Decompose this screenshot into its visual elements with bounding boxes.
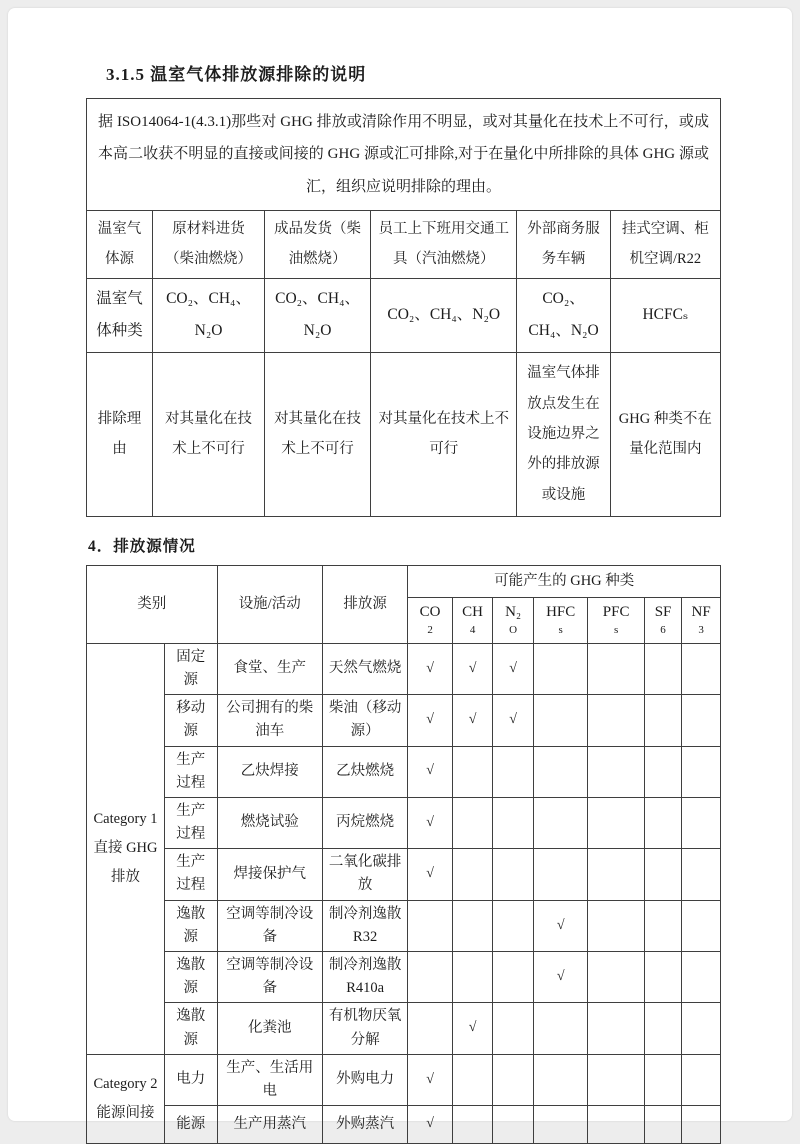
table-row <box>87 849 721 900</box>
check-pfcs <box>588 797 644 848</box>
gas-symbol: CH <box>462 604 483 621</box>
ghg-exclusion-table <box>86 98 721 517</box>
check-pfcs <box>588 1003 644 1054</box>
source-cell: 外购电力 <box>322 1054 408 1105</box>
gas-symbol: PFC <box>602 604 630 621</box>
check-sf6 <box>644 695 681 746</box>
section-heading-4: 4．排放源情况 <box>88 537 196 555</box>
section-heading-3-1-5: 3.1.5 温室气体排放源排除的说明 <box>106 65 367 84</box>
table-row <box>87 210 721 278</box>
table-row <box>87 952 721 1003</box>
check-co2 <box>408 952 452 1003</box>
facility-cell: 食堂、生产 <box>217 643 322 694</box>
check-sf6 <box>644 746 681 797</box>
col-header-ch4 <box>452 597 493 643</box>
document-page <box>8 8 792 1133</box>
col-header-co2 <box>408 597 452 643</box>
gas-subscript: 2 <box>427 623 433 636</box>
source-cell: 天然气燃烧 <box>322 643 408 694</box>
ghg-species-cell: CO₂、CH₄、N₂O <box>152 278 264 352</box>
ghg-source-cell: 员工上下班用交通工具（汽油燃烧） <box>371 210 517 278</box>
source-cell: 二氧化碳排放 <box>322 849 408 900</box>
check-ch4 <box>452 900 493 951</box>
ghg-species-cell: CO₂、CH₄、N₂O <box>265 278 371 352</box>
check-pfcs <box>588 695 644 746</box>
category-1-cell: Category 1 直接 GHG 排放 <box>87 643 165 1054</box>
check-sf6 <box>644 797 681 848</box>
check-n2o <box>493 900 534 951</box>
check-n2o <box>493 1106 534 1144</box>
check-ch4 <box>452 797 493 848</box>
source-cell: 丙烷燃烧 <box>322 797 408 848</box>
check-hfcs <box>533 1106 588 1144</box>
facility-cell: 空调等制冷设备 <box>217 952 322 1003</box>
check-hfcs <box>533 1054 588 1105</box>
check-hfcs <box>533 746 588 797</box>
col-header-source: 排放源 <box>322 565 408 643</box>
subtype-cell: 逸散源 <box>164 900 217 951</box>
exclusion-reason-cell: 温室气体排放点发生在设施边界之外的排放源或设施 <box>517 352 610 516</box>
gas-subscript: O <box>509 623 518 636</box>
col-header-n2o <box>493 597 534 643</box>
check-n2o <box>493 746 534 797</box>
category-2-cell: Category 2 能源间接 <box>87 1054 165 1143</box>
ghg-species-cell: CO₂、CH₄、N₂O <box>371 278 517 352</box>
check-sf6 <box>644 900 681 951</box>
source-cell: 制冷剂逸散 R32 <box>322 900 408 951</box>
gas-symbol: HFC <box>546 604 576 621</box>
check-nf3 <box>682 1054 721 1105</box>
table-row <box>87 643 721 694</box>
check-nf3 <box>682 643 721 694</box>
check-nf3 <box>682 746 721 797</box>
gas-subscript: s <box>613 623 619 636</box>
page-content <box>8 8 792 1144</box>
check-sf6 <box>644 643 681 694</box>
table-row <box>87 797 721 848</box>
facility-cell: 空调等制冷设备 <box>217 900 322 951</box>
exclusion-reason-cell: GHG 种类不在量化范围内 <box>610 352 720 516</box>
check-n2o: √ <box>493 695 534 746</box>
check-sf6 <box>644 952 681 1003</box>
check-n2o: √ <box>493 643 534 694</box>
ghg-source-cell: 成品发货（柴油燃烧） <box>265 210 371 278</box>
check-hfcs <box>533 849 588 900</box>
check-ch4 <box>452 1106 493 1144</box>
subtype-cell: 生产过程 <box>164 849 217 900</box>
check-co2 <box>408 900 452 951</box>
table-row <box>87 99 721 211</box>
table-row <box>87 695 721 746</box>
row-label-ghg-species: 温室气体种类 <box>87 278 153 352</box>
check-hfcs <box>533 1003 588 1054</box>
check-co2 <box>408 1003 452 1054</box>
check-nf3 <box>682 695 721 746</box>
row-label-ghg-source: 温室气体源 <box>87 210 153 278</box>
subtype-cell: 逸散源 <box>164 1003 217 1054</box>
ghg-species-cell: HCFCₛ <box>610 278 720 352</box>
check-sf6 <box>644 1106 681 1144</box>
check-sf6 <box>644 1054 681 1105</box>
check-nf3 <box>682 849 721 900</box>
check-ch4 <box>452 952 493 1003</box>
row-label-exclusion-reason: 排除理由 <box>87 352 153 516</box>
source-cell: 有机物厌氧分解 <box>322 1003 408 1054</box>
gas-subscript: 4 <box>469 623 476 636</box>
emission-source-table <box>86 565 721 1144</box>
exclusion-reason-cell: 对其量化在技术上不可行 <box>371 352 517 516</box>
check-ch4: √ <box>452 695 493 746</box>
source-cell: 柴油（移动源） <box>322 695 408 746</box>
exclusion-reason-cell: 对其量化在技术上不可行 <box>265 352 371 516</box>
facility-cell: 生产、生活用电 <box>217 1054 322 1105</box>
exclusion-intro-text: 据 ISO14064-1(4.3.1)那些对 GHG 排放或清除作用不明显，或对其量化在技术上不可行，或成本高二收获不明显的直接或间接的 GHG 源或汇可排除,对于在量化中所排除的具体 GHG 源或汇，组织应说明排除的理由。 <box>87 99 721 211</box>
facility-cell: 公司拥有的柴油车 <box>217 695 322 746</box>
col-header-sf6 <box>644 597 681 643</box>
facility-cell: 生产用蒸汽 <box>217 1106 322 1144</box>
check-co2: √ <box>408 1106 452 1144</box>
subtype-cell: 生产过程 <box>164 797 217 848</box>
col-header-nf3 <box>682 597 721 643</box>
check-nf3 <box>682 900 721 951</box>
check-hfcs: √ <box>533 952 588 1003</box>
subtype-cell: 固定源 <box>164 643 217 694</box>
check-n2o <box>493 797 534 848</box>
check-co2: √ <box>408 746 452 797</box>
gas-symbol: CO <box>419 604 441 621</box>
col-header-ghg-group: 可能产生的 GHG 种类 <box>408 565 721 597</box>
col-header-hfcs <box>533 597 588 643</box>
facility-cell: 化粪池 <box>217 1003 322 1054</box>
source-cell: 外购蒸汽 <box>322 1106 408 1144</box>
ghg-source-cell: 挂式空调、柜机空调/R22 <box>610 210 720 278</box>
gas-symbol: N₂ <box>505 604 522 621</box>
table-row <box>87 352 721 516</box>
check-nf3 <box>682 797 721 848</box>
table-row <box>87 278 721 352</box>
gas-subscript: 6 <box>660 623 666 636</box>
ghg-species-cell: CO₂、CH₄、N₂O <box>517 278 610 352</box>
table-row <box>87 1003 721 1054</box>
subtype-cell: 移动源 <box>164 695 217 746</box>
facility-cell: 焊接保护气 <box>217 849 322 900</box>
check-hfcs <box>533 643 588 694</box>
check-pfcs <box>588 746 644 797</box>
check-pfcs <box>588 1106 644 1144</box>
check-n2o <box>493 952 534 1003</box>
gas-symbol: SF <box>654 604 672 621</box>
check-n2o <box>493 1003 534 1054</box>
subtype-cell: 逸散源 <box>164 952 217 1003</box>
check-pfcs <box>588 952 644 1003</box>
check-co2: √ <box>408 1054 452 1105</box>
check-nf3 <box>682 952 721 1003</box>
exclusion-reason-cell: 对其量化在技术上不可行 <box>152 352 264 516</box>
ghg-source-cell: 原材料进货（柴油燃烧） <box>152 210 264 278</box>
subtype-cell: 电力 <box>164 1054 217 1105</box>
gas-subscript: s <box>558 623 563 636</box>
check-ch4 <box>452 849 493 900</box>
table-row <box>87 1106 721 1144</box>
check-co2: √ <box>408 849 452 900</box>
check-ch4: √ <box>452 643 493 694</box>
subtype-cell: 生产过程 <box>164 746 217 797</box>
col-header-category: 类别 <box>87 565 218 643</box>
check-co2: √ <box>408 643 452 694</box>
check-hfcs <box>533 797 588 848</box>
facility-cell: 燃烧试验 <box>217 797 322 848</box>
check-ch4 <box>452 746 493 797</box>
check-ch4 <box>452 1054 493 1105</box>
ghg-source-cell: 外部商务服务车辆 <box>517 210 610 278</box>
table-row <box>87 1054 721 1105</box>
check-nf3 <box>682 1106 721 1144</box>
check-pfcs <box>588 900 644 951</box>
check-pfcs <box>588 1054 644 1105</box>
table-row <box>87 900 721 951</box>
check-co2: √ <box>408 695 452 746</box>
check-pfcs <box>588 643 644 694</box>
check-hfcs <box>533 695 588 746</box>
check-n2o <box>493 1054 534 1105</box>
check-ch4: √ <box>452 1003 493 1054</box>
gas-subscript: 3 <box>698 623 704 636</box>
check-nf3 <box>682 1003 721 1054</box>
table-row <box>87 746 721 797</box>
col-header-pfcs <box>588 597 644 643</box>
check-hfcs: √ <box>533 900 588 951</box>
check-pfcs <box>588 849 644 900</box>
facility-cell: 乙炔焊接 <box>217 746 322 797</box>
check-sf6 <box>644 1003 681 1054</box>
col-header-facility: 设施/活动 <box>217 565 322 643</box>
gas-symbol: NF <box>691 604 711 621</box>
check-n2o <box>493 849 534 900</box>
subtype-cell: 能源 <box>164 1106 217 1144</box>
table-header-row <box>87 565 721 597</box>
check-sf6 <box>644 849 681 900</box>
source-cell: 制冷剂逸散 R410a <box>322 952 408 1003</box>
source-cell: 乙炔燃烧 <box>322 746 408 797</box>
check-co2: √ <box>408 797 452 848</box>
